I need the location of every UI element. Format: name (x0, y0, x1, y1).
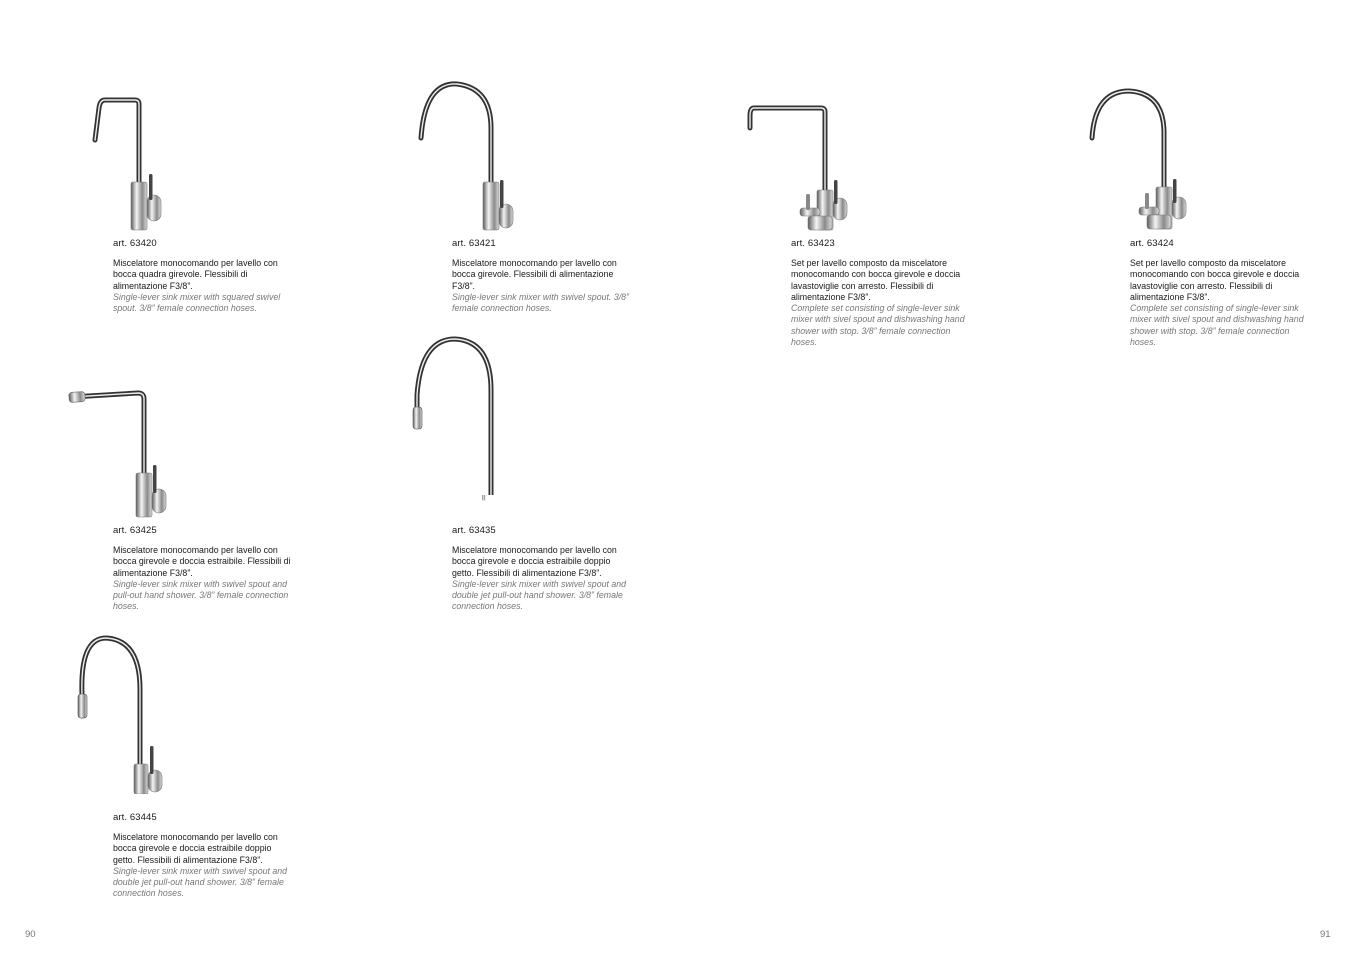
description-italian: Set per lavello composto da miscelatore monocomando con bocca girevole e doccia lavastoviglie con arresto. Flessibili di alimentazione F3/8”. (1130, 258, 1300, 302)
article-number: art. 63445 (113, 812, 157, 823)
article-number: art. 63420 (113, 238, 157, 249)
page-number-left: 90 (25, 929, 36, 940)
description-english: Single-lever sink mixer with swivel spout and double jet pull-out hand shower. 3/8” female connection hoses. (113, 865, 288, 899)
article-number: art. 63421 (452, 238, 496, 249)
product-card (452, 525, 632, 613)
pull-out-spout-faucet-icon (68, 377, 218, 537)
article-number: art. 63423 (791, 238, 835, 249)
description-english: Single-lever sink mixer with swivel spout. 3/8” female connection hoses. (452, 291, 629, 314)
description-italian: Set per lavello composto da miscelatore monocomando con bocca girevole e doccia lavastoviglie con arresto. Flessibili di alimentazione F3/8”. (791, 258, 961, 302)
description-english: Single-lever sink mixer with swivel spout and double jet pull-out hand shower. 3/8” female connection hoses. (452, 578, 627, 612)
double-jet-pull-out-faucet-icon (68, 634, 218, 794)
product-card (1130, 238, 1310, 348)
square-spout-dishwasher-faucet-icon (746, 98, 896, 258)
square-spout-faucet-icon (68, 90, 218, 250)
description-english: Single-lever sink mixer with swivel spout and pull-out hand shower. 3/8” female connection hoses. (113, 578, 289, 612)
description-italian: Miscelatore monocomando per lavello con bocca girevole e doccia estraibile doppio getto. Flessibili di alimentazione F3/8”. (452, 545, 617, 578)
description-italian: Miscelatore monocomando per lavello con bocca girevole. Flessibili di alimentazione F3/8”. (452, 258, 617, 291)
product-card (791, 238, 971, 348)
product-card (113, 238, 293, 314)
curved-spout-faucet-icon (407, 78, 557, 238)
page-number-right: 91 (1320, 929, 1331, 940)
description-english: Single-lever sink mixer with squared swivel spout. 3/8” female connection hoses. (113, 291, 281, 314)
product-card (113, 525, 293, 613)
article-number: art. 63435 (452, 525, 496, 536)
product-card (452, 238, 632, 314)
double-jet-pull-out-faucet-icon (407, 335, 557, 495)
product-card (113, 812, 293, 900)
description-english: Complete set consisting of single-lever sink mixer with sivel spout and dishwashing hand shower with stop. 3/8” female connection hoses. (1130, 303, 1304, 348)
description-italian: Miscelatore monocomando per lavello con bocca girevole e doccia estraibile. Flessibili di alimentazione F3/8”. (113, 545, 291, 578)
description-italian: Miscelatore monocomando per lavello con bocca girevole e doccia estraibile doppio getto. Flessibili di alimentazione F3/8”. (113, 832, 278, 865)
article-number: art. 63424 (1130, 238, 1174, 249)
curved-spout-dishwasher-faucet-icon (1085, 83, 1235, 243)
article-number: art. 63425 (113, 525, 157, 536)
description-italian: Miscelatore monocomando per lavello con bocca quadra girevole. Flessibili di alimentazione F3/8”. (113, 258, 278, 291)
description-english: Complete set consisting of single-lever sink mixer with sivel spout and dishwashing hand shower with stop. 3/8” female connection hoses. (791, 303, 965, 348)
